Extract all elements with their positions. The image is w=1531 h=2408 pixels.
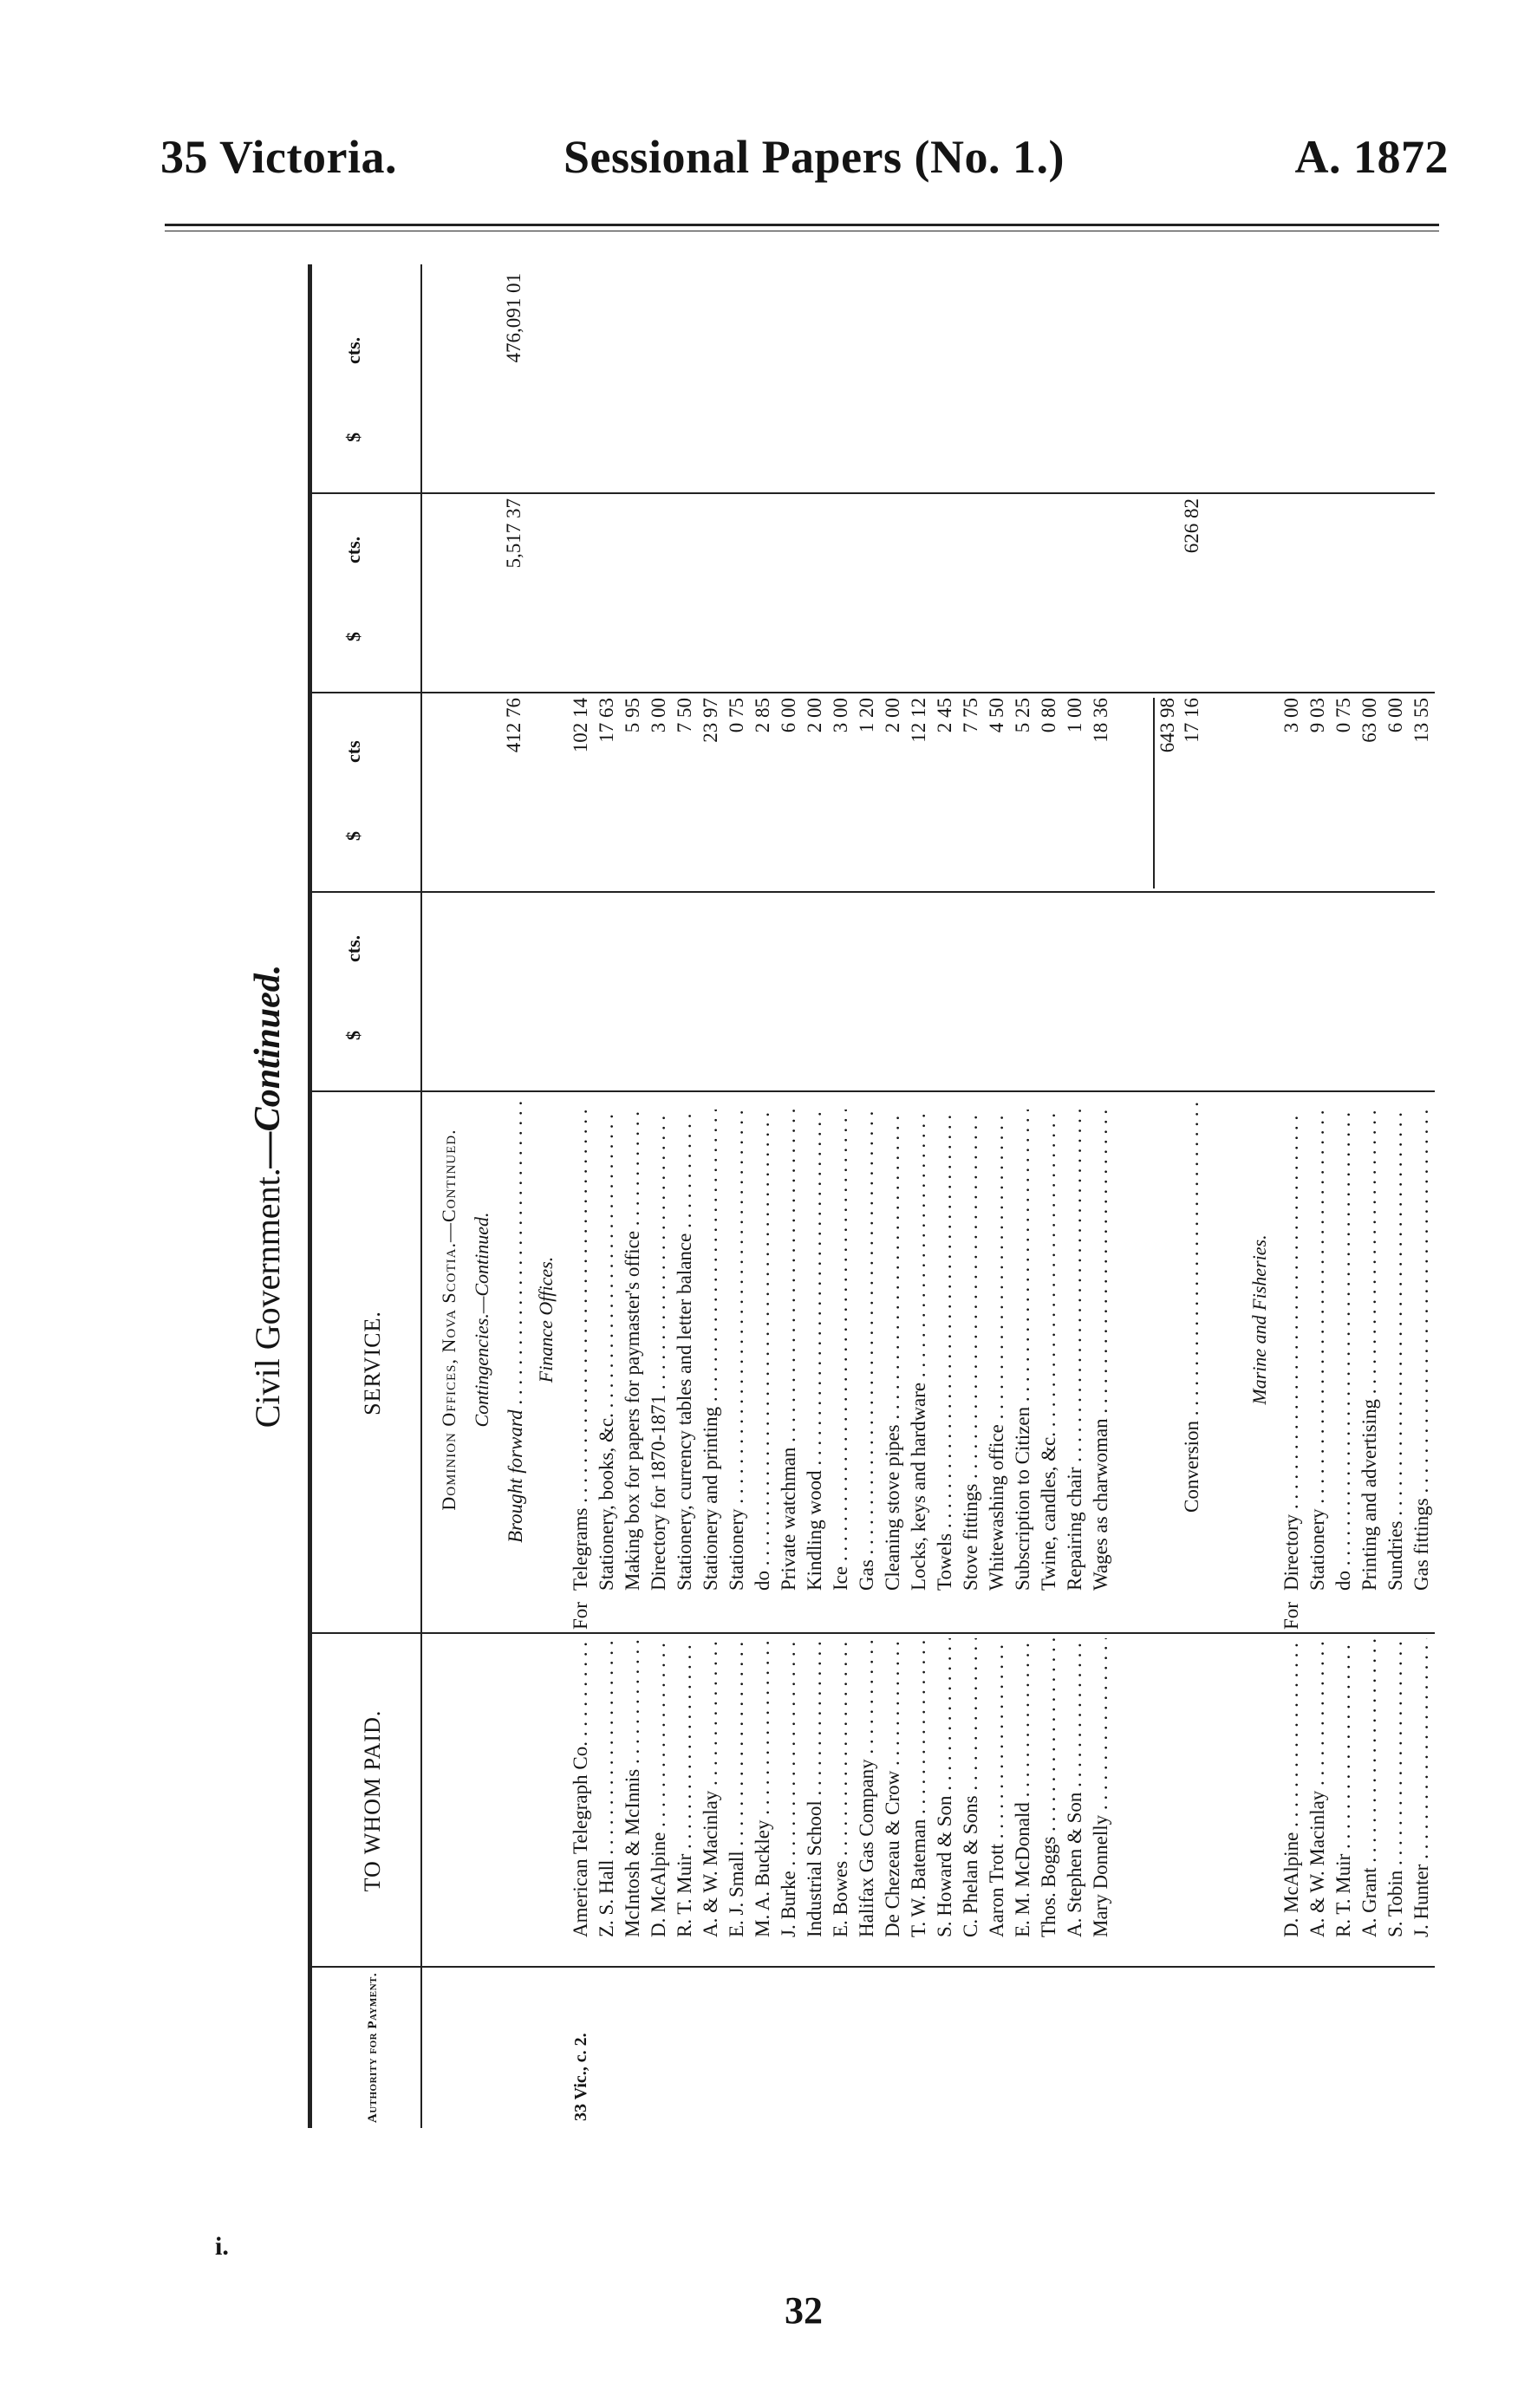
service-cell: Stationery . . . (724, 1110, 750, 1591)
marine-row (1279, 264, 1305, 2128)
payee-cell: McIntosh & McInnis . . . (620, 1638, 646, 1937)
payee-cell: E. M. McDonald . . . (1010, 1638, 1036, 1937)
table-head-rule (420, 264, 422, 2128)
for-label: For (570, 1602, 591, 1630)
finance-subtotal: 643 98 (1153, 698, 1181, 888)
marine-title: Marine and Fisheries. (1248, 1234, 1270, 1405)
finance-row (932, 264, 958, 2128)
service-cell: Printing and advertising . . . (1357, 1110, 1383, 1591)
service-cell: Directory for 1870-1871 . . . (646, 1110, 672, 1591)
payee-cell: Z. S. Hall . . . (594, 1638, 620, 1937)
service-cell: Whitewashing office . . . (984, 1110, 1010, 1591)
edge-mark: i. (215, 2232, 229, 2261)
payee-cell: A. Stephen & Son . . . (1062, 1638, 1088, 1937)
finance-row (828, 264, 854, 2128)
payee-cell: M. A. Buckley . . . (750, 1638, 776, 1937)
amount-cell: 5 95 (622, 698, 643, 733)
brought-forward-amount: 412 76 (503, 698, 524, 753)
amount-cell: 12 12 (908, 698, 929, 743)
section-title: Dominion Offices, Nova Scotia.—Continued. (438, 1129, 459, 1511)
finance-row (646, 264, 672, 2128)
marine-row (1305, 264, 1331, 2128)
amount-cell: 1 00 (1064, 698, 1085, 733)
payee-cell: E. J. Small . . . (724, 1638, 750, 1937)
amount-cell: 9 03 (1306, 698, 1328, 733)
payee-cell: Thos. Boggs . . . (1036, 1638, 1062, 1937)
col-head-authority: Authority for Payment. (365, 1972, 380, 2124)
finance-title: Finance Offices. (535, 1256, 557, 1383)
service-cell: Cleaning stove pipes . . . (880, 1110, 906, 1591)
table-title (247, 264, 289, 2128)
service-cell: Sundries . . . (1383, 1110, 1409, 1591)
payee-cell: T. W. Bateman . . . (906, 1638, 932, 1937)
amount-cell: 23 97 (700, 698, 721, 743)
service-cell: Stove fittings . . . (958, 1110, 984, 1591)
payee-cell: Halifax Gas Company . . . (854, 1638, 880, 1937)
payee-cell: E. Bowes . . . (828, 1638, 854, 1937)
amount-cell: 18 36 (1090, 698, 1111, 743)
finance-row (854, 264, 880, 2128)
service-cell: do . . . (1331, 1110, 1357, 1591)
payee-cell: R. T. Muir . . . (1331, 1638, 1357, 1937)
col-head-service: SERVICE. (360, 1311, 385, 1416)
amount-cell: 3 00 (1280, 698, 1302, 733)
finance-row (1062, 264, 1088, 2128)
payee-cell: A. & W. Macinlay . . . (698, 1638, 724, 1937)
service-cell: Directory . . . (1279, 1110, 1305, 1591)
marine-row (1409, 264, 1435, 2128)
amount-cell: 17 63 (596, 698, 617, 743)
finance-row (1088, 264, 1114, 2128)
service-cell: Ice . . . (828, 1110, 854, 1591)
service-cell: Twine, candles, &c. . . . (1036, 1110, 1062, 1591)
amount-cell: 0 80 (1038, 698, 1059, 733)
amount-cell: 4 50 (986, 698, 1007, 733)
service-cell: Stationery . . . (1305, 1110, 1331, 1591)
table-title-main: Civil Government. (248, 1168, 287, 1429)
payee-cell: J. Hunter . . . (1409, 1638, 1435, 1937)
amount-cell: 2 00 (882, 698, 903, 733)
conversion-label: Conversion . . . (1179, 1097, 1205, 1513)
service-cell: Making box for papers for paymaster's office . . . (620, 1110, 646, 1591)
amount-cell: 102 14 (570, 698, 591, 753)
amount-cell: 3 00 (830, 698, 851, 733)
header-rule (165, 224, 1439, 226)
payee-cell: A. & W. Macinlay . . . (1305, 1638, 1331, 1937)
service-cell: Stationery and printing . . . (698, 1110, 724, 1591)
service-cell: Wages as charwoman . . . (1088, 1110, 1114, 1591)
finance-row (802, 264, 828, 2128)
amount-cell: 5 25 (1012, 698, 1033, 733)
marine-row (1331, 264, 1357, 2128)
amount-cell: 2 00 (804, 698, 825, 733)
running-head-year: A. 1872 (1294, 131, 1449, 183)
amount-cell: 3 00 (648, 698, 669, 733)
service-cell: Repairing chair . . . (1062, 1110, 1088, 1591)
payee-cell: D. McAlpine . . . (646, 1638, 672, 1937)
amount-cell: 6 00 (1384, 698, 1406, 733)
finance-row (594, 264, 620, 2128)
service-cell: Telegrams . . . (568, 1110, 594, 1591)
finance-row (698, 264, 724, 2128)
running-head-session: 35 Victoria. (160, 131, 397, 183)
service-cell: Locks, keys and hardware . . . (906, 1110, 932, 1591)
service-cell: Towels . . . (932, 1110, 958, 1591)
col-head-payee: TO WHOM PAID. (360, 1709, 385, 1892)
amount-cell: 2 45 (934, 698, 955, 733)
finance-row (1036, 264, 1062, 2128)
rotated-table-block (234, 264, 1448, 2128)
payee-cell: American Telegraph Co. . . . (568, 1638, 594, 1937)
brought-forward-subtotal: 5,517 37 (503, 498, 524, 569)
conversion-amount: 17 16 (1181, 698, 1202, 743)
amount-cell: 1 20 (856, 698, 877, 733)
payee-cell: R. T. Muir . . . (672, 1638, 698, 1937)
for-label: For (1280, 1602, 1302, 1630)
service-cell: Kindling wood . . . (802, 1110, 828, 1591)
finance-row (1010, 264, 1036, 2128)
service-cell: Subscription to Citizen . . . (1010, 1110, 1036, 1591)
payee-cell: S. Tobin . . . (1383, 1638, 1409, 1937)
amount-cell: 0 75 (726, 698, 747, 733)
amount-cell: 13 55 (1410, 698, 1432, 743)
amount-cell: 6 00 (778, 698, 799, 733)
service-cell: Gas fittings . . . (1409, 1110, 1435, 1591)
section-subtitle: Contingencies.—Continued. (471, 1212, 492, 1428)
page-number: 32 (785, 2289, 823, 2332)
service-cell: Private watchman . . . (776, 1110, 802, 1591)
payee-cell: C. Phelan & Sons . . . (958, 1638, 984, 1937)
finance-row (958, 264, 984, 2128)
finance-row (776, 264, 802, 2128)
finance-net-total: 626 82 (1181, 498, 1202, 554)
finance-row (724, 264, 750, 2128)
table-title-continued: —Continued. (248, 964, 288, 1168)
service-cell: Stationery, books, &c. . . . (594, 1110, 620, 1591)
marine-row (1357, 264, 1383, 2128)
finance-row (750, 264, 776, 2128)
finance-row (672, 264, 698, 2128)
authority-cell: 33 Vic., c. 2. (571, 2033, 590, 2121)
payee-cell: D. McAlpine . . . (1279, 1638, 1305, 1937)
marine-row (1383, 264, 1409, 2128)
amount-cell: 7 50 (674, 698, 695, 733)
amount-cell: 63 00 (1358, 698, 1380, 743)
payee-cell: Industrial School . . . (802, 1638, 828, 1937)
finance-row (620, 264, 646, 2128)
finance-row (880, 264, 906, 2128)
amount-cell: 2 85 (752, 698, 773, 733)
expenditure-table: Authority for Payment. TO WHOM PAID. SERVICE. $ cts. $ cts $ cts. $ cts. Dominion Offices, Nova Scotia.—Continued. Contingencies.—Continued. Brought forward . . . 412 76 5,517 37 476,091 01 Finance Offices. 33 Vic., c. 2. American Telegraph Co. . . . For Telegrams . . . 102 14 Z. S. Hall . . . Stationery, books, &c. . . . 17 63 McIntosh & McInnis . . . Making box for papers for paymaster's office . . . 5 95 D. McAlpine . . . Directory for 1870-1871 . . . 3 00 R. T. Muir . . . Stationery, currency tables and letter balance . . . 7 50 A. & W. Macinlay . . . Stationery and printing . . . 23 97 E. J. Small . . . Stationery . . . 0 75 M. A. Buckley . . . do . . . 2 85 J. Burke . . . Private watchman . . . 6 00 Industrial School . . . Kindling wood . . . 2 00 E. Bowes . . . Ice . . . 3 00 Halifax Gas Company . . . Gas . . . 1 20 De Chezeau & Crow . . . Cleaning stove pipes . . . 2 00 T. W. Bateman . . . Locks, keys and hardware . . . 12 12 S. Howard & Son . . . Towels . . . 2 45 C. Phelan & Sons . . . Stove fittings . . . 7 75 Aaron Trott . . . Whitewashing office . . . 4 50 E. M. McDonald . . . Subscription to Citizen . . . 5 25 Thos. Boggs . . . Twine, candles, &c. . . . 0 80 A. Stephen & Son . . . Repairing chair . . . 1 00 Mary Donnelly . . . Wages as charwoman . . . 18 36 Conversion . . . Marine and Fisheries. D. McAlpine . . . For Directory . . . 3 00 A. & W. Macinlay . . . Stationery . . . 9 03 R. T. Muir . . . do . . . 0 75 A. Grant . . . Printing and advertising . . . 63 00 S. Tobin . . . Sundries . . . 6 00 J. Hunter . . . Gas fittings . . . 13 55 643 98 17 16 626 82 (308, 264, 1435, 2128)
amount-cell: 0 75 (1332, 698, 1354, 733)
service-cell: Gas . . . (854, 1110, 880, 1591)
payee-cell: De Chezeau & Crow . . . (880, 1638, 906, 1937)
service-cell: Stationery, currency tables and letter balance . . . (672, 1110, 698, 1591)
finance-row (906, 264, 932, 2128)
payee-cell: Aaron Trott . . . (984, 1638, 1010, 1937)
brought-forward-label: Brought forward . . . (503, 1097, 529, 1543)
payee-cell: J. Burke . . . (776, 1638, 802, 1937)
finance-row (568, 264, 594, 2128)
running-head-title: Sessional Papers (No. 1.) (564, 131, 1065, 183)
brought-forward-total: 476,091 01 (503, 273, 524, 363)
payee-cell: S. Howard & Son . . . (932, 1638, 958, 1937)
payee-cell: A. Grant . . . (1357, 1638, 1383, 1937)
service-cell: do . . . (750, 1110, 776, 1591)
amount-cell: 7 75 (960, 698, 981, 733)
finance-row (984, 264, 1010, 2128)
table-top-rule (308, 264, 312, 2128)
payee-cell: Mary Donnelly . . . (1088, 1638, 1114, 1937)
